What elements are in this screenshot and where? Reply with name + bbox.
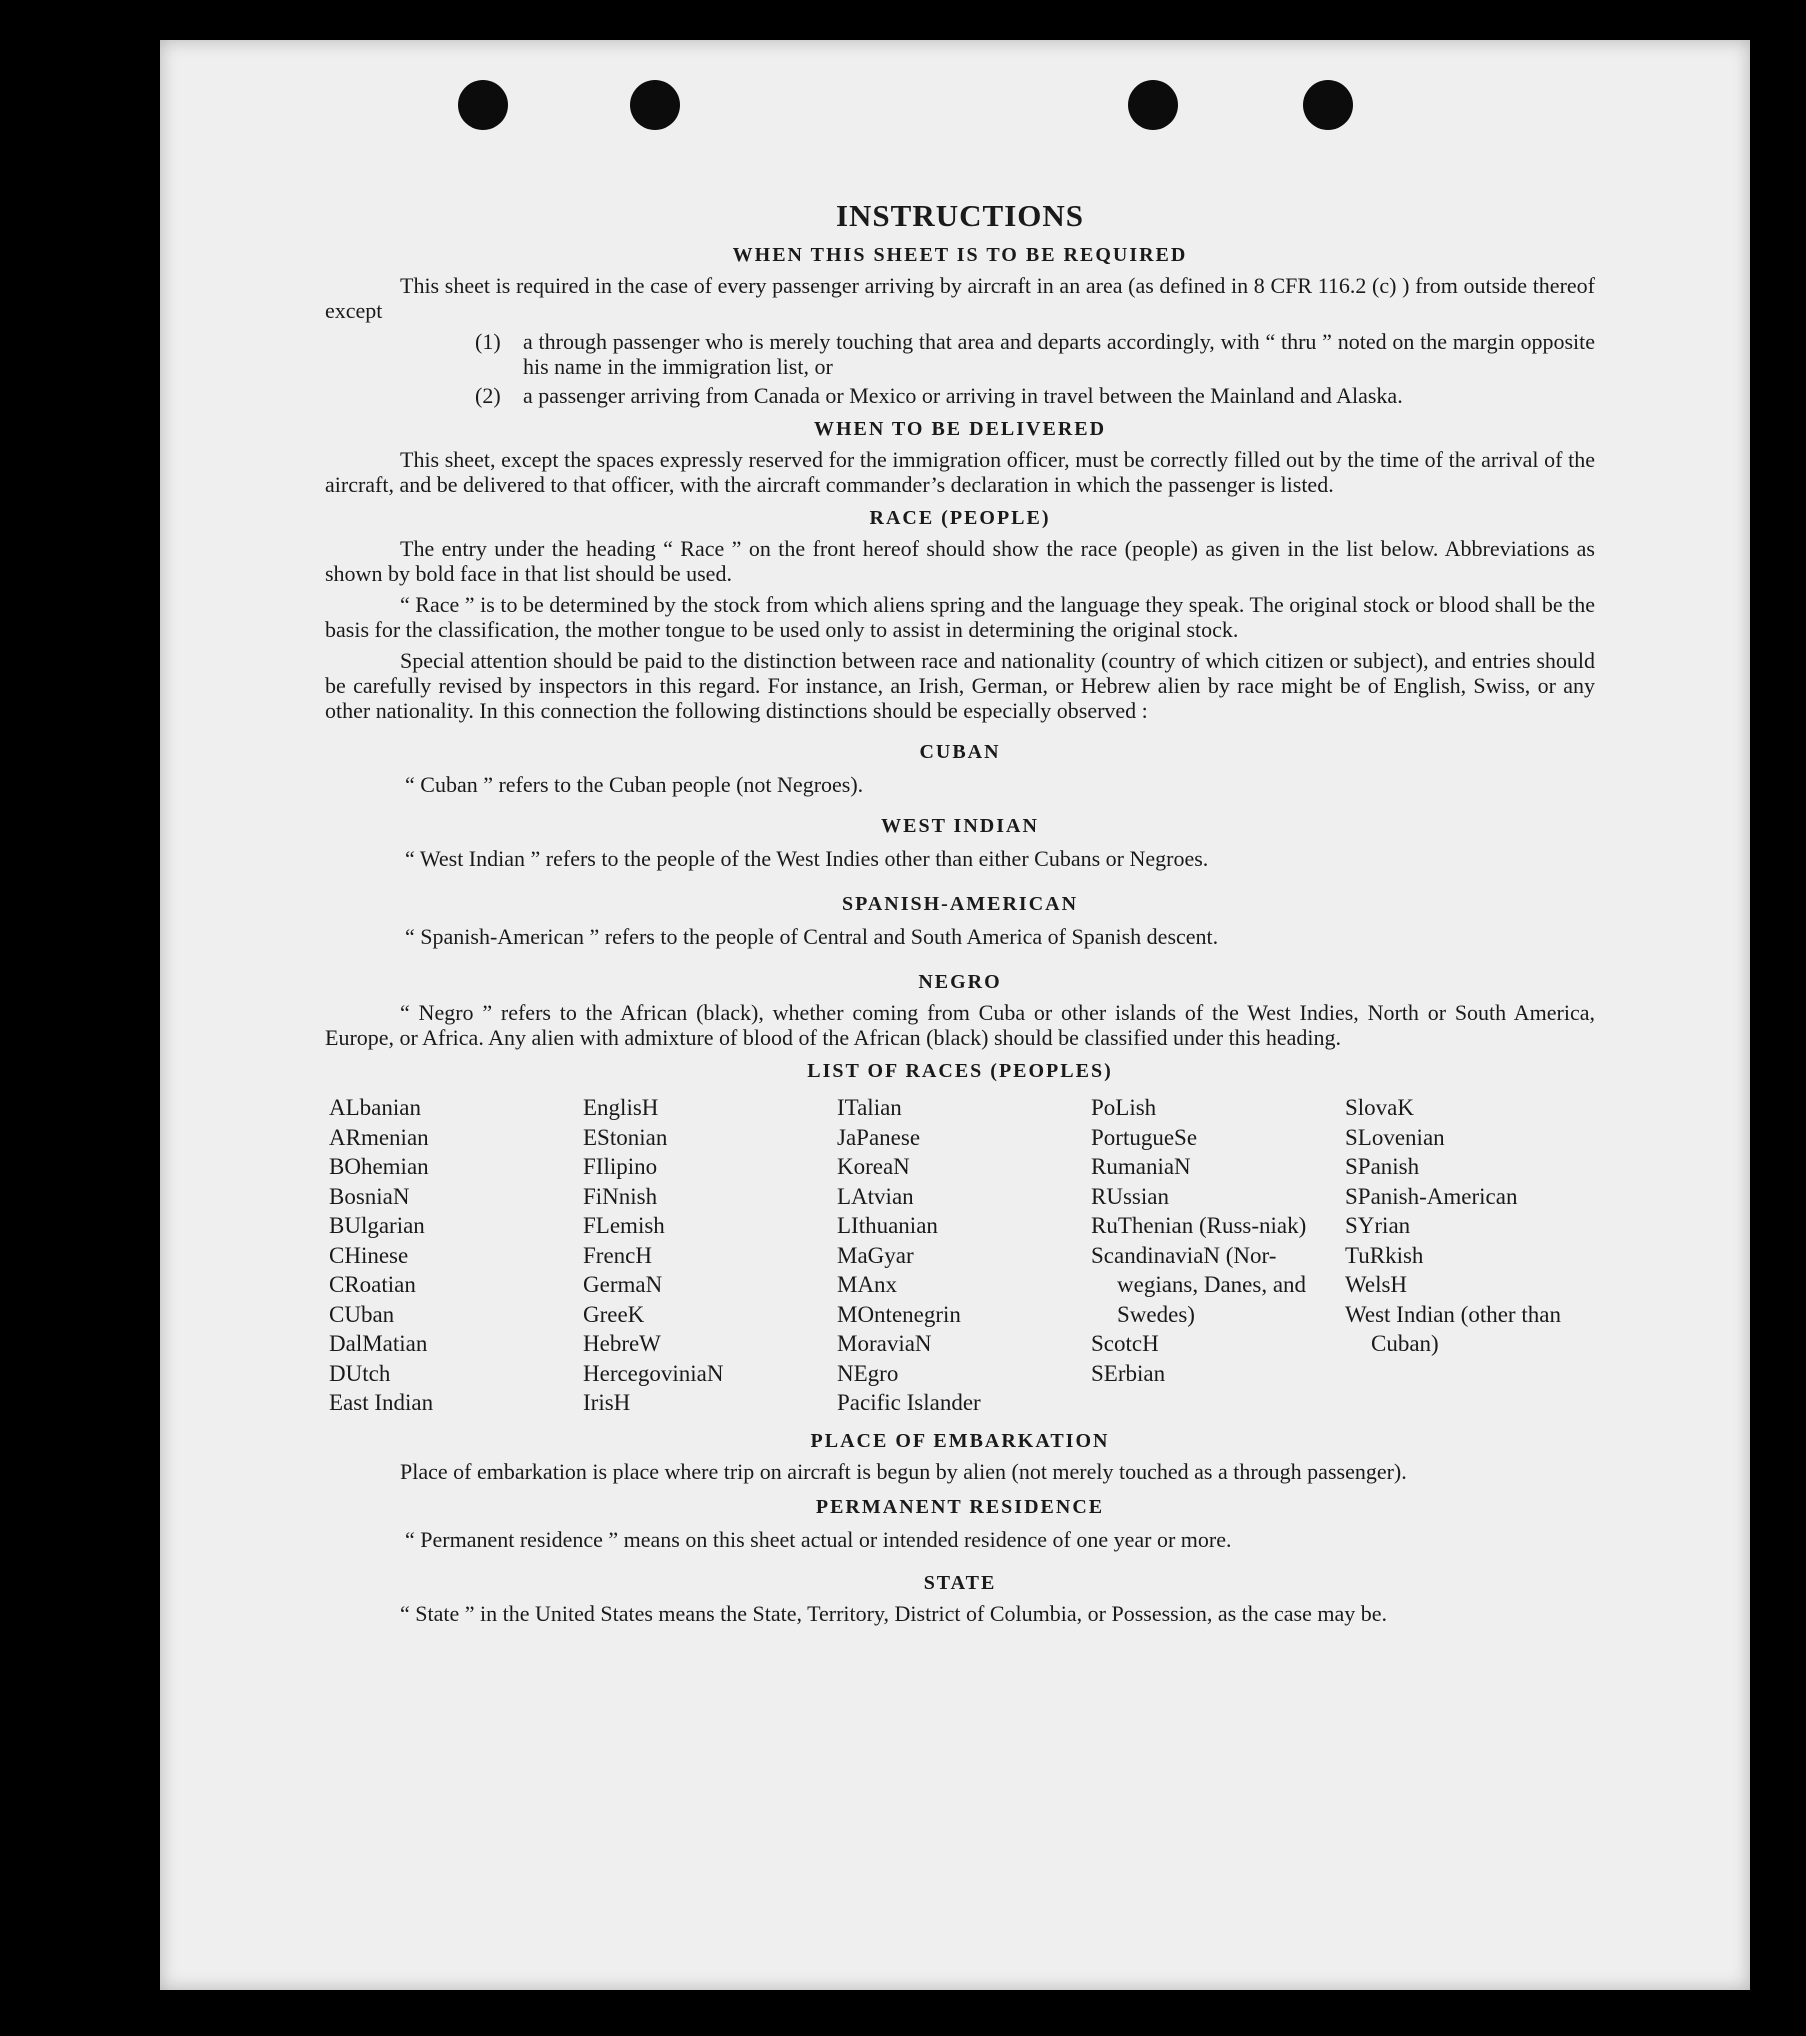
heading-state: STATE <box>923 1571 997 1594</box>
exception-number: (1) <box>475 329 501 354</box>
race-entry: CUban <box>329 1301 395 1327</box>
exception-text: a through passenger who is merely touching that area and departs accordingly, with “ thru ” noted on the margin opposite his name in the immigration list, or <box>523 329 1595 379</box>
race-entry: BosniaN <box>329 1183 410 1209</box>
race-entry: SPanish-American <box>1345 1183 1518 1209</box>
race-column-4 <box>1087 1093 1341 1418</box>
west-indian-text: “ West Indian ” refers to the people of the West Indies other than either Cubans or Negroes. <box>405 846 1209 871</box>
punch-hole-3 <box>1128 80 1178 130</box>
race-entry: ALbanian <box>329 1095 421 1120</box>
heading-list-of-races: LIST OF RACES (PEOPLES) <box>807 1060 1113 1082</box>
when-required-intro: This sheet is required in the case of every passenger arriving by aircraft in an area (as defined in 8 CFR 116.2 (c) ) from outside thereof except <box>325 273 1595 323</box>
heading-race: RACE (PEOPLE) <box>869 507 1051 529</box>
race-entry: FrencH <box>583 1242 652 1268</box>
race-entry: MoraviaN <box>837 1331 932 1356</box>
race-entry: SLovenian <box>1345 1124 1445 1150</box>
race-entry: PoLish <box>1091 1095 1157 1120</box>
exception-text: a passenger arriving from Canada or Mexico or arriving in travel between the Mainland and Alaska. <box>523 383 1403 408</box>
permanent-residence-text: “ Permanent residence ” means on this sheet actual or intended residence of one year or more. <box>405 1526 1232 1552</box>
race-entry: SYrian <box>1345 1213 1411 1238</box>
race-entry: ARmenian <box>329 1124 429 1150</box>
race-entry: MaGyar <box>837 1242 914 1268</box>
race-entry: NEgro <box>837 1360 899 1386</box>
race-entry: CHinese <box>329 1242 409 1268</box>
race-column-5 <box>1341 1093 1595 1418</box>
heading-when-delivered: WHEN TO BE DELIVERED <box>813 418 1107 440</box>
race-entry: DUtch <box>329 1360 391 1386</box>
race-entry: EStonian <box>583 1124 668 1150</box>
punch-hole-2 <box>630 80 680 130</box>
race-entry: Pacific Islander <box>837 1390 981 1415</box>
heading-negro: NEGRO <box>918 971 1002 993</box>
document-body <box>325 160 1595 1632</box>
race-entry: HercegoviniaN <box>583 1360 724 1386</box>
race-entry: PortugueSe <box>1091 1124 1198 1150</box>
race-entry: CRoatian <box>329 1272 416 1297</box>
race-entry: DalMatian <box>329 1331 428 1356</box>
race-entry: West Indian (other than Cuban) <box>1345 1301 1561 1356</box>
race-entry: SlovaK <box>1345 1095 1414 1120</box>
heading-spanish-american: SPANISH-AMERICAN <box>841 893 1079 915</box>
heading-place-of-embarkation: PLACE OF EMBARKATION <box>810 1429 1110 1452</box>
heading-permanent-residence: PERMANENT RESIDENCE <box>815 1495 1105 1518</box>
race-entry: ScotcH <box>1091 1331 1159 1356</box>
cuban-text: “ Cuban ” refers to the Cuban people (not Negroes). <box>405 772 864 797</box>
race-entry: LAtvian <box>837 1183 914 1209</box>
race-entry: RUssian <box>1091 1183 1169 1209</box>
race-entry: EnglisH <box>583 1095 659 1120</box>
race-entry: LIthuanian <box>837 1213 938 1238</box>
race-entry: East Indian <box>329 1390 434 1415</box>
race-entry: HebreW <box>583 1331 661 1356</box>
race-entry: IrisH <box>583 1390 631 1415</box>
paper-sheet <box>160 40 1750 1990</box>
when-delivered-text: This sheet, except the spaces expressly reserved for the immigration officer, must be correctly filled out by the time of the arrival of the aircraft, and be delivered to that officer, with the aircraft commander’s declaration in which the passenger is listed. <box>325 447 1595 497</box>
exception-item-2 <box>475 383 1595 408</box>
page-title: INSTRUCTIONS <box>835 198 1084 233</box>
race-entry: GreeK <box>583 1301 645 1327</box>
race-entry: FIlipino <box>583 1154 658 1179</box>
race-entry: BOhemian <box>329 1154 429 1179</box>
race-entry: SErbian <box>1091 1360 1166 1386</box>
race-entry: TuRkish <box>1345 1242 1424 1268</box>
race-paragraph-3: Special attention should be paid to the distinction between race and nationality (country of which citizen or subject), and entries should be carefully revised by inspectors in this regard. For instance, an Irish, German, or Hebrew alien by race might be of English, Swiss, or any other nationality. In this connection the following distinctions should be especially observed : <box>325 648 1595 723</box>
heading-when-required: WHEN THIS SHEET IS TO BE REQUIRED <box>732 244 1188 266</box>
race-entry: FiNnish <box>583 1183 658 1209</box>
exception-number: (2) <box>475 383 501 408</box>
race-paragraph-1: The entry under the heading “ Race ” on the front hereof should show the race (people) as given in the list below. Abbreviations as shown by bold face in that list should be used. <box>325 536 1595 586</box>
race-list <box>325 1093 1595 1418</box>
race-entry: GermaN <box>583 1272 663 1297</box>
heading-west-indian: WEST INDIAN <box>881 815 1039 837</box>
race-column-2 <box>579 1093 833 1418</box>
race-entry: FLemish <box>583 1213 665 1238</box>
heading-cuban: CUBAN <box>919 741 1001 763</box>
race-entry: RumaniaN <box>1091 1154 1191 1179</box>
race-entry: RuThenian (Russ-niak) <box>1091 1213 1307 1238</box>
race-entry: WelsH <box>1345 1272 1408 1297</box>
race-entry: KoreaN <box>837 1154 910 1179</box>
punch-hole-4 <box>1303 80 1353 130</box>
race-entry: ITalian <box>837 1095 902 1120</box>
state-text: “ State ” in the United States means the State, Territory, District of Columbia, or Possession, as the case may be. <box>400 1600 1388 1626</box>
place-of-embarkation-text: Place of embarkation is place where trip on aircraft is begun by alien (not merely touched as a through passenger). <box>400 1458 1407 1484</box>
race-entry: MOntenegrin <box>837 1301 961 1327</box>
race-column-3 <box>833 1093 1087 1418</box>
race-column-1 <box>325 1093 579 1418</box>
race-paragraph-2: “ Race ” is to be determined by the stock from which aliens spring and the language they speak. The original stock or blood shall be the basis for the classification, the mother tongue to be used only to assist in determining the original stock. <box>325 592 1595 642</box>
exception-item-1 <box>475 329 1595 379</box>
race-entry: ScandinaviaN (Nor-wegians, Danes, and Swedes) <box>1091 1242 1307 1327</box>
race-entry: JaPanese <box>837 1124 921 1150</box>
punch-hole-1 <box>458 80 508 130</box>
negro-text: “ Negro ” refers to the African (black), whether coming from Cuba or other islands of the West Indies, North or South America, Europe, or Africa. Any alien with admixture of blood of the African (black) should be classified under this heading. <box>325 1000 1595 1050</box>
race-entry: SPanish <box>1345 1154 1420 1179</box>
race-entry: BUlgarian <box>329 1213 425 1238</box>
spanish-american-text: “ Spanish-American ” refers to the people of Central and South America of Spanish descent. <box>405 924 1219 949</box>
race-entry: MAnx <box>837 1272 898 1297</box>
